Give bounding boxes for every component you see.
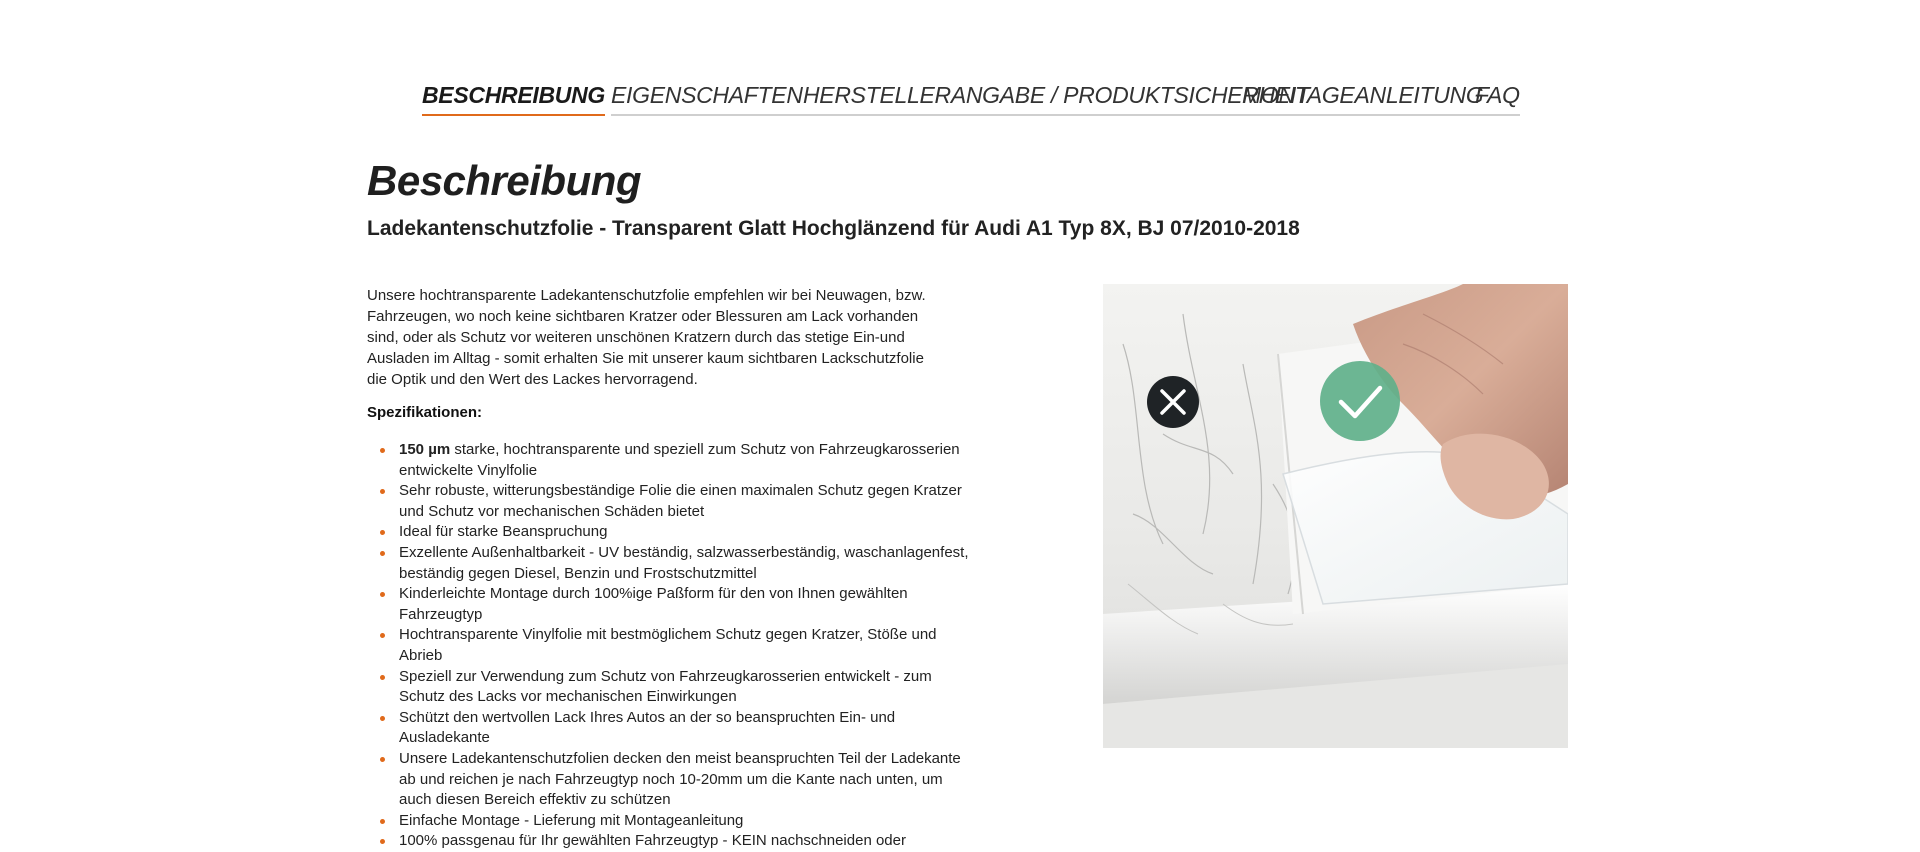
spec-text: starke, hochtransparente und speziell zum Schutz von Fahrzeugkarosserien entwickelte Vinylfolie	[399, 441, 960, 479]
list-item: Schützt den wertvollen Lack Ihres Autos an der so beanspruchten Ein- und Ausladekante	[399, 708, 974, 749]
list-item: Sehr robuste, witterungsbeständige Folie die einen maximalen Schutz gegen Kratzer und Schutz vor mechanischen Schäden bietet	[399, 481, 974, 522]
list-item	[399, 440, 974, 481]
list-item: Ideal für starke Beanspruchung	[399, 522, 974, 543]
list-item: Hochtransparente Vinylfolie mit bestmöglichem Schutz gegen Kratzer, Stöße und Abrieb	[399, 625, 974, 666]
list-item: 100% passgenau für Ihr gewählten Fahrzeugtyp - KEIN nachschneiden oder	[399, 831, 974, 852]
spec-list	[367, 440, 974, 852]
section-title: Beschreibung	[367, 157, 642, 204]
tab-beschreibung[interactable]: BESCHREIBUNG	[422, 82, 605, 116]
tab-eigenschaften[interactable]: EIGENSCHAFTEN	[611, 82, 803, 116]
list-item: Speziell zur Verwendung zum Schutz von Fahrzeugkarosserien entwickelt - zum Schutz des Lacks vor mechanischen Einwirkungen	[399, 667, 974, 708]
check-badge	[1320, 361, 1400, 441]
list-item: Kinderleichte Montage durch 100%ige Paßform für den von Ihnen gewählten Fahrzeugtyp	[399, 584, 974, 625]
list-item: Einfache Montage - Lieferung mit Montageanleitung	[399, 811, 974, 832]
list-item: Unsere Ladekantenschutzfolien decken den meist beanspruchten Teil der Ladekante ab und reichen je nach Fahrzeugtyp noch 10-20mm um die Kante nach unten, um auch diesen Bereich effektiv zu schützen	[399, 749, 974, 811]
spec-heading: Spezifikationen:	[367, 404, 483, 421]
tab-faq[interactable]: FAQ	[1475, 82, 1520, 116]
spec-thickness: 150 µm	[399, 441, 451, 458]
list-item: Exzellente Außenhaltbarkeit - UV beständig, salzwasserbeständig, waschanlagenfest, beständig gegen Diesel, Benzin und Frostschutzmittel	[399, 543, 974, 584]
product-photo	[1103, 284, 1568, 748]
intro-paragraph: Unsere hochtransparente Ladekantenschutzfolie empfehlen wir bei Neuwagen, bzw. Fahrzeugen, wo noch keine sichtbaren Kratzer oder Blessuren am Lack vorhanden sind, oder als Schutz vor weiteren unschönen Kratzern durch das stetige Ein-und Ausladen im Alltag - somit erhalten Sie mit unserer kaum sichtbaren Lackschutzfolie die Optik und den Wert des Lackes hervorragend.	[367, 287, 926, 388]
product-tabs	[0, 82, 1920, 118]
product-subtitle: Ladekantenschutzfolie - Transparent Glatt Hochglänzend für Audi A1 Typ 8X, BJ 07/2010-2018	[367, 217, 1300, 240]
tab-herstellerangabe[interactable]: HERSTELLERANGABE / PRODUKTSICHERHEIT	[803, 82, 1310, 116]
tab-montageanleitung[interactable]: MONTAGEANLEITUNG	[1242, 82, 1483, 116]
protection-film-illustration	[1103, 284, 1568, 748]
